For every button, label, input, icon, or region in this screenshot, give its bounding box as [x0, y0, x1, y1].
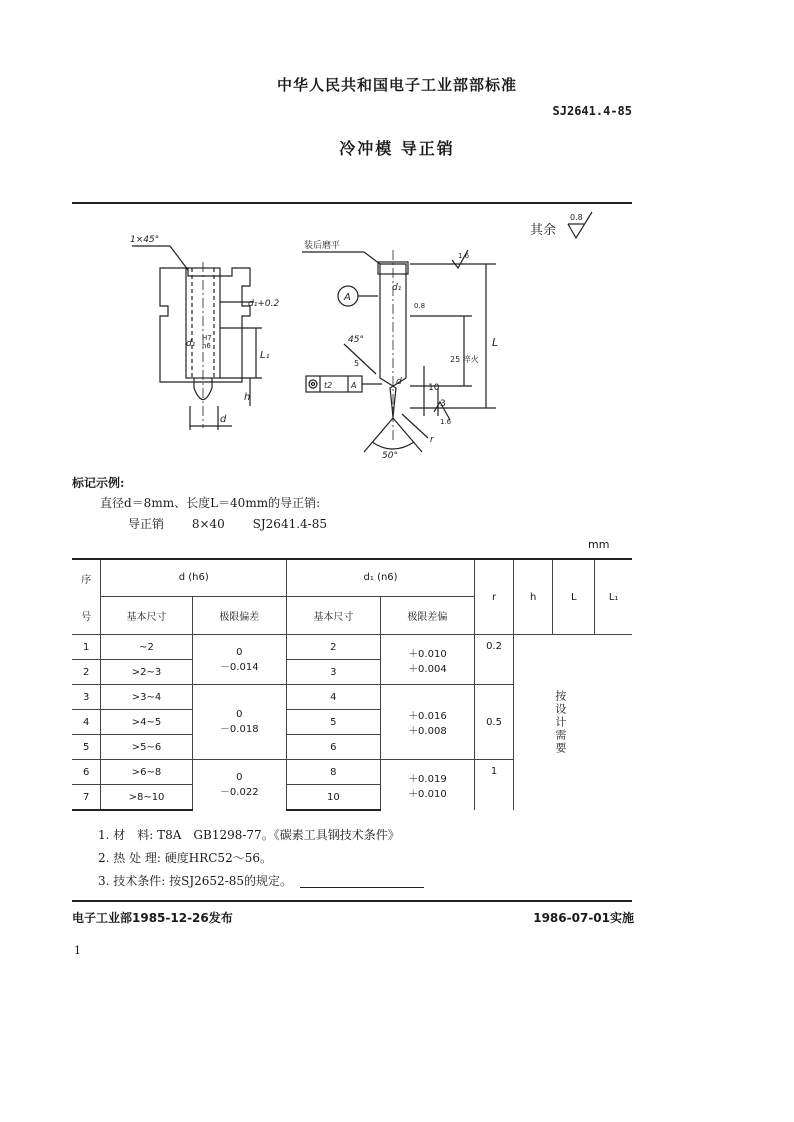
header-d-basic: 基本尺寸 [101, 596, 192, 635]
header-h: h [513, 559, 553, 635]
d-dev-group: 0 －0.018 [192, 685, 286, 760]
sym-d-label: d [396, 377, 402, 387]
header-r: r [475, 559, 514, 635]
chamfer-label: 1×45° [130, 235, 160, 245]
row-d: >3~4 [101, 685, 192, 710]
marking-description: 直径d＝8mm、长度L＝40mm的导正销: [100, 496, 321, 510]
d1-dev-group: ＋0.010 ＋0.004 [380, 635, 474, 685]
header-seq-top: 序 [72, 559, 101, 596]
spec-table [72, 558, 632, 811]
roughness-bottom: 1.6 [440, 418, 452, 426]
row-d: ~2 [101, 635, 192, 660]
roughness-other-label: 其余 [530, 223, 557, 238]
d-dev-group: 0 －0.014 [192, 635, 286, 685]
row-no: 5 [72, 735, 101, 760]
header-d-group: d (h6) [101, 559, 287, 596]
left-d1-fit: d₁ [186, 339, 196, 349]
dim-10-label: 10 [428, 383, 440, 393]
header-d1-group: d₁ (n6) [287, 559, 475, 596]
row-no: 6 [72, 760, 101, 785]
row-d: >4~5 [101, 710, 192, 735]
row-d1: 2 [287, 635, 381, 660]
row-d: >2~3 [101, 660, 192, 685]
dim-L-label: L [492, 336, 499, 349]
runout-value: t2 [324, 381, 333, 390]
left-fit-lower: n6 [202, 342, 211, 350]
note-1: 1. 材 料: T8A GB1298-77。《碳素工具钢技术条件》 [98, 828, 400, 842]
row-no: 4 [72, 710, 101, 735]
dim-d1-label: d₁ [392, 283, 402, 293]
organization-title: 中华人民共和国电子工业部部标准 [276, 76, 517, 94]
r-value: 0.2 [475, 635, 514, 685]
left-fit-upper: H7 [202, 334, 212, 342]
row-d1: 3 [287, 660, 381, 685]
datum-label: A [344, 292, 351, 303]
row-no: 1 [72, 635, 101, 660]
roughness-value: 0.8 [570, 213, 583, 222]
marking-example-name: 导正销 [128, 517, 165, 531]
pin-detail-view [302, 250, 499, 452]
design-note-cell [513, 635, 632, 811]
header-rule [72, 202, 632, 204]
r-value: 0.5 [475, 685, 514, 760]
footer-rule [72, 900, 632, 902]
row-d: >8~10 [101, 785, 192, 811]
marking-heading: 标记示例: [72, 476, 125, 490]
header-d1-dev: 极限差偏 [380, 596, 474, 635]
document-title: 冷冲模 导正销 [339, 139, 455, 158]
marking-example [128, 515, 351, 532]
technical-drawing [72, 206, 632, 464]
d1-dev-group: ＋0.019 ＋0.010 [380, 760, 474, 811]
row-no: 2 [72, 660, 101, 685]
row-d: >6~8 [101, 760, 192, 785]
note-2: 2. 热 处 理: 硬度HRC52～56。 [98, 851, 272, 865]
row-d1: 5 [287, 710, 381, 735]
r-value: 1 [475, 760, 514, 811]
angle-50-label: 50° [382, 451, 398, 461]
installation-view [132, 246, 262, 430]
dim-r-label: r [430, 435, 434, 445]
header-L: L [553, 559, 595, 635]
marking-example-size: 8×40 [191, 517, 225, 531]
header-d-dev: 极限偏差 [192, 596, 286, 635]
dim-5-label: 5 [354, 359, 360, 368]
design-note: 按设计需要 [553, 690, 567, 755]
row-d1: 10 [287, 785, 381, 811]
note-0-8-label: 0.8 [414, 302, 426, 310]
left-d1-tolerance: d₁+0.2 [248, 299, 280, 309]
unit-label: mm [588, 538, 610, 551]
header-L1: L₁ [595, 559, 632, 635]
d1-dev-group: ＋0.016 ＋0.008 [380, 685, 474, 760]
row-d1: 6 [287, 735, 381, 760]
roughness-top: 1.6 [458, 252, 470, 260]
row-d: >5~6 [101, 735, 192, 760]
page-number: 1 [74, 944, 81, 957]
header-seq-bottom: 号 [72, 596, 101, 635]
notes-end-rule [300, 887, 424, 888]
dim-3-label: 3 [440, 399, 446, 409]
dim-25-label: 25 淬火 [450, 355, 479, 364]
header-d1-basic: 基本尺寸 [287, 596, 381, 635]
issued-date: 电子工业部1985-12-26发布 [72, 911, 233, 925]
row-d1: 4 [287, 685, 381, 710]
standard-number: SJ2641.4-85 [552, 104, 632, 118]
row-no: 3 [72, 685, 101, 710]
angle-45-label: 45° [348, 335, 364, 345]
dim-L1-label: L₁ [260, 350, 270, 361]
row-d1: 8 [287, 760, 381, 785]
effective-date: 1986-07-01实施 [533, 911, 634, 925]
assembly-note: 装后磨平 [304, 241, 341, 251]
dim-h-label: h [244, 392, 251, 403]
marking-example-standard: SJ2641.4-85 [252, 517, 327, 531]
runout-datum: A [351, 381, 357, 390]
dim-d-label: d [220, 414, 227, 425]
row-no: 7 [72, 785, 101, 811]
d-dev-group: 0 －0.022 [192, 760, 286, 811]
note-3: 3. 技术条件: 按SJ2652-85的规定。 [98, 874, 293, 888]
